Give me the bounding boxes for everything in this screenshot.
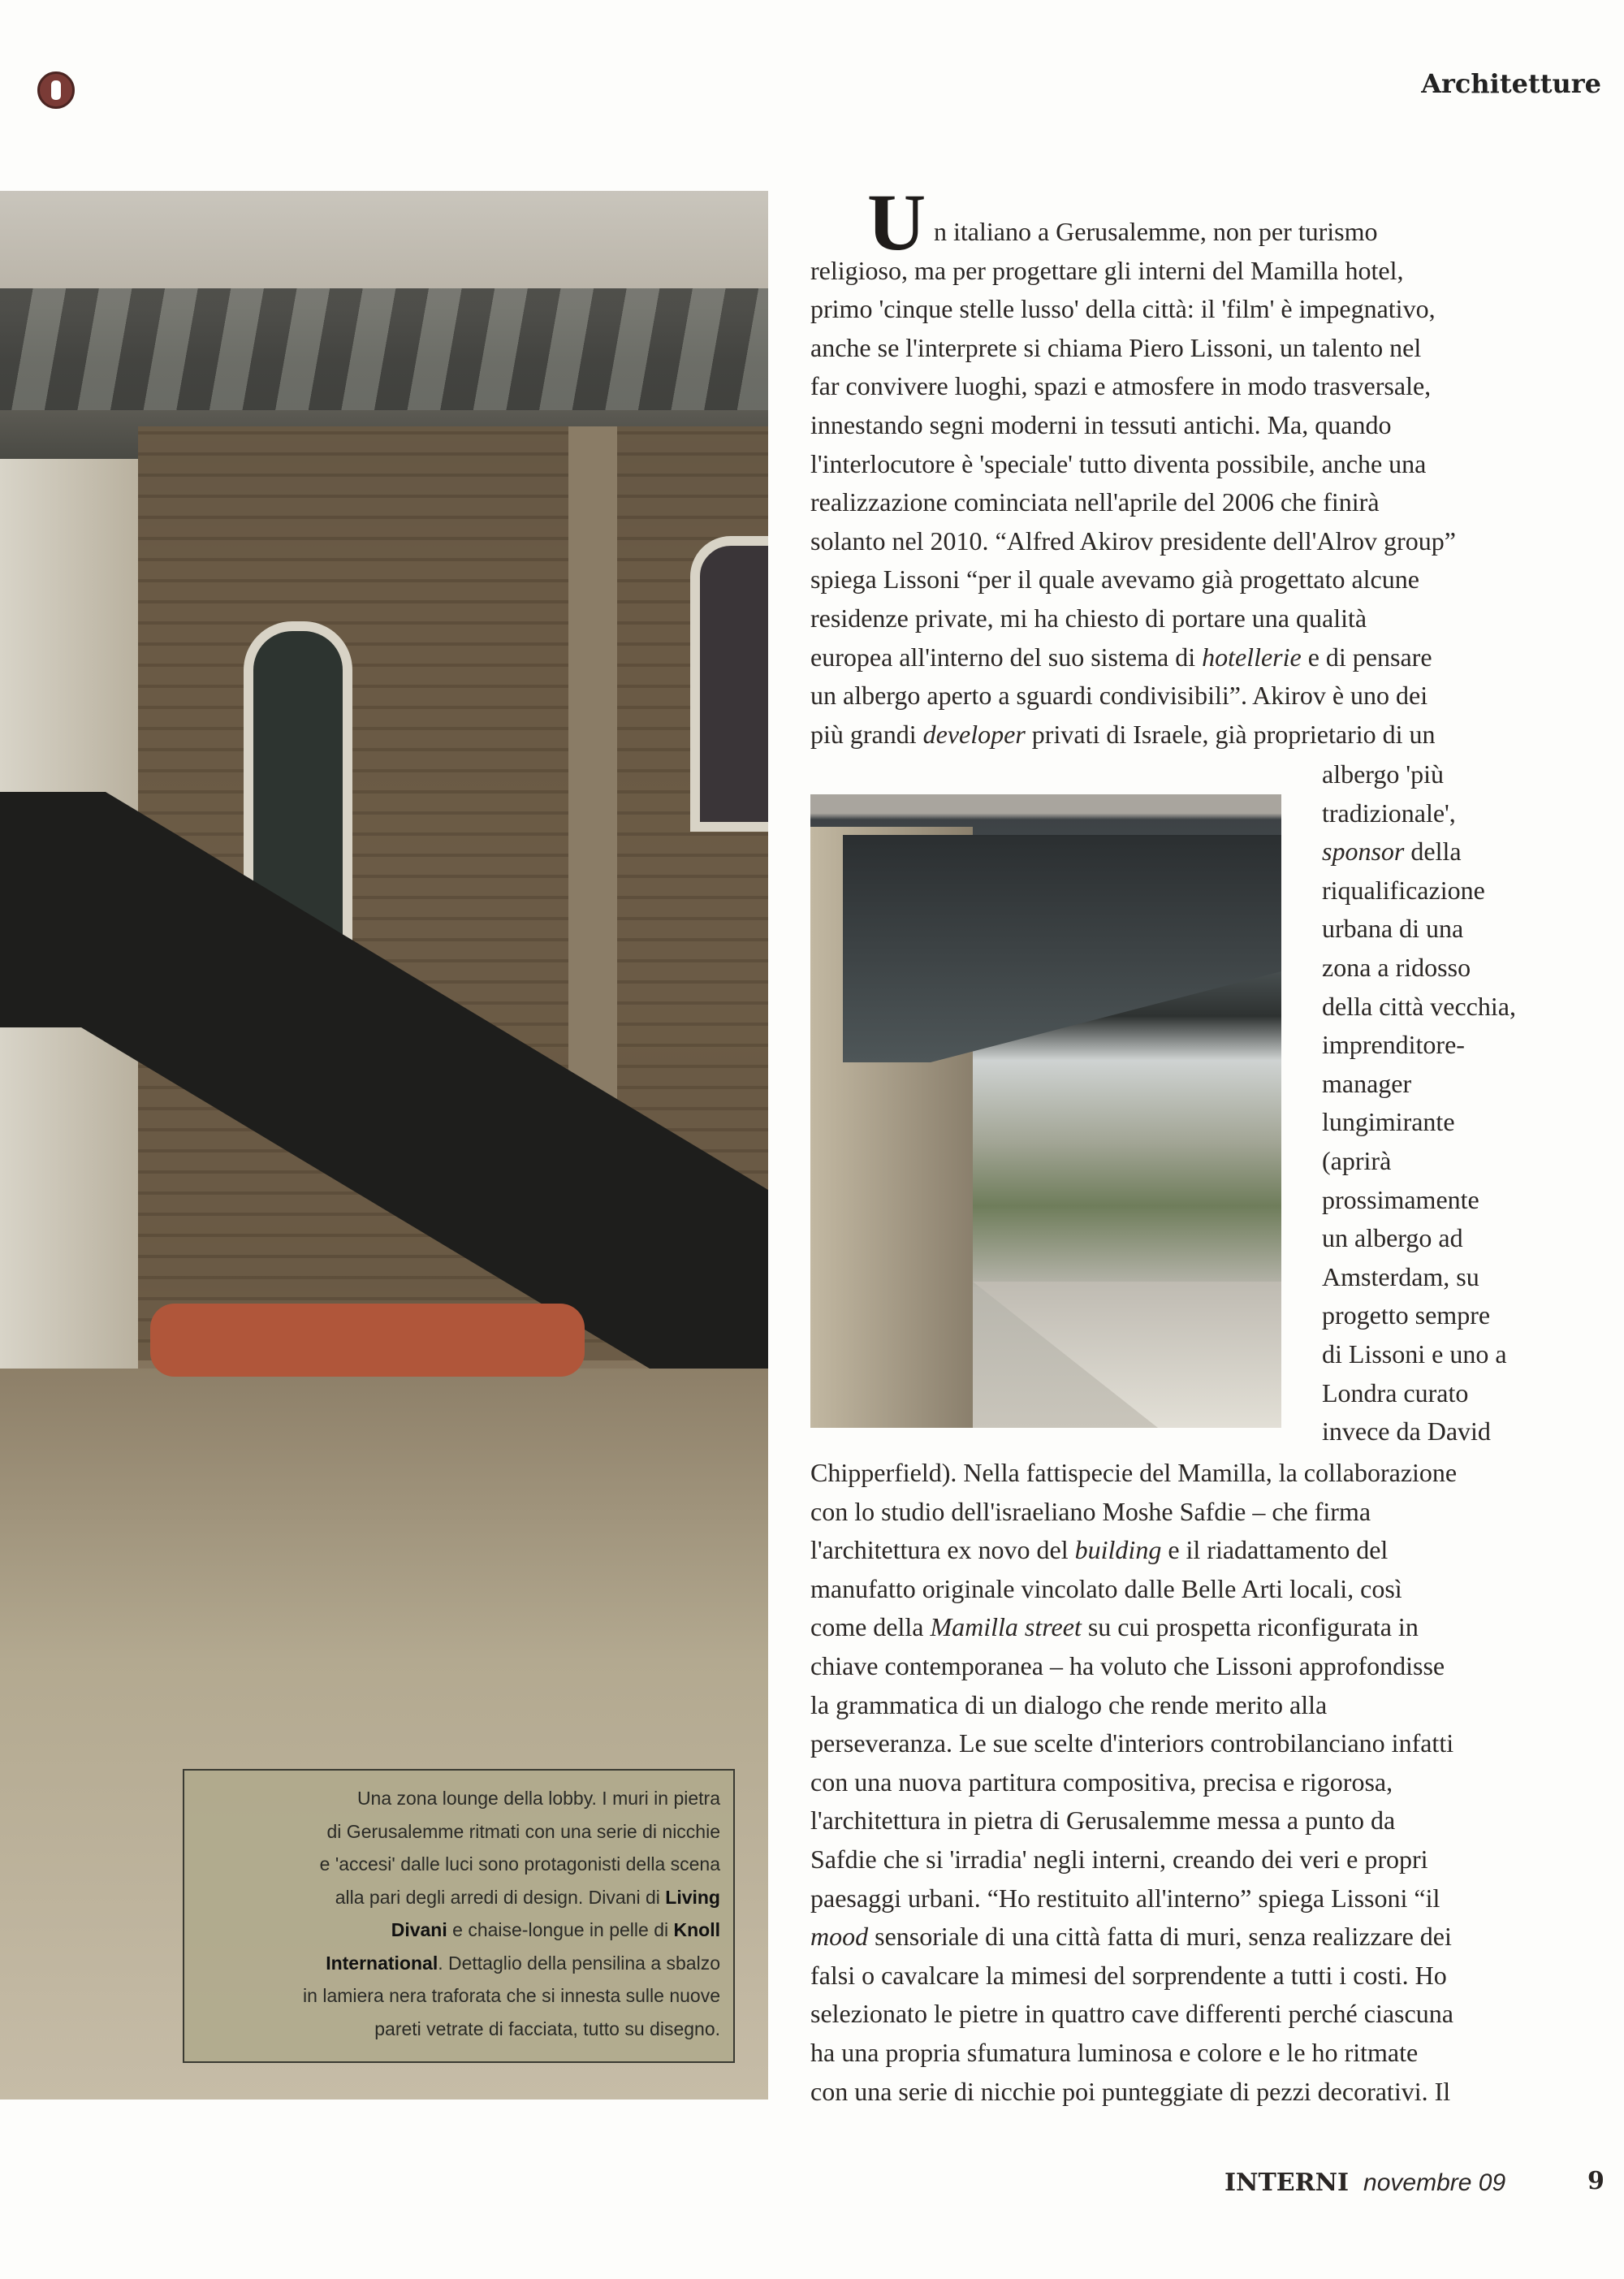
text-line — [1322, 832, 1516, 871]
text-segment: innestando segni moderni in tessuti antichi. Ma, quando — [810, 409, 1392, 439]
text-segment: Amsterdam, su — [1322, 1261, 1479, 1291]
text-segment: selezionato le pietre in quattro cave differenti perché ciascuna — [810, 1999, 1453, 2029]
text-segment: perseveranza. Le sue scelte d'interiors controbilanciano infatti — [810, 1728, 1454, 1758]
text-segment: l'architettura ex novo del — [810, 1535, 1075, 1565]
text-line — [1322, 1103, 1516, 1142]
text-line — [1322, 1412, 1516, 1451]
italic-term: building — [1074, 1535, 1162, 1565]
text-segment: e chaise-longue in pelle di — [447, 1919, 674, 1940]
text-line — [810, 1608, 1457, 1647]
article-text-column — [1322, 755, 1516, 1451]
text-line — [810, 1879, 1457, 1918]
text-segment: sensoriale di una città fatta di muri, senza realizzare dei — [868, 1922, 1452, 1952]
text-segment: europea all'interno del suo sistema di — [810, 642, 1203, 672]
section-title: Architetture — [1421, 68, 1601, 99]
photo-pavement — [973, 1282, 1281, 1428]
italic-term: mood — [810, 1922, 869, 1952]
text-segment: realizzazione cominciata nell'aprile del 2006 che finirà — [810, 487, 1380, 517]
text-segment: in lamiera nera traforata che si innesta sulle nuove — [303, 1985, 720, 2006]
text-segment: primo 'cinque stelle lusso' della città: il 'film' è impegnativo, — [810, 294, 1436, 324]
text-line — [1322, 794, 1516, 833]
text-line — [810, 1454, 1457, 1493]
text-line — [810, 483, 1456, 522]
article-text-block — [810, 213, 1456, 754]
text-line — [810, 1647, 1457, 1686]
text-line — [810, 406, 1456, 445]
text-line — [810, 290, 1456, 329]
text-line — [1322, 1374, 1516, 1413]
text-segment: un albergo ad — [1322, 1223, 1463, 1253]
italic-term: hotellerie — [1202, 642, 1302, 672]
text-segment: Una zona lounge della lobby. I muri in pietra — [356, 1788, 720, 1809]
canopy-photo — [810, 794, 1281, 1428]
text-line — [810, 638, 1456, 677]
magazine-name: INTERNI — [1224, 2169, 1350, 2197]
text-line — [184, 1947, 720, 1980]
text-segment: riqualificazione — [1322, 875, 1485, 905]
text-segment: con una nuova partitura compositiva, precisa e rigorosa, — [810, 1767, 1393, 1797]
text-line — [184, 1979, 720, 2013]
photo-caption — [183, 1769, 735, 2063]
text-segment: la grammatica di un dialogo che rende merito alla — [810, 1689, 1328, 1719]
issue-date: novembre 09 — [1363, 2169, 1506, 2196]
text-segment: falsi o cavalcare la mimesi del sorprendente a tutti i costi. Ho — [810, 1960, 1447, 1990]
text-segment: far convivere luoghi, spazi e atmosfere in modo trasversale, — [810, 371, 1432, 401]
text-line — [810, 2073, 1457, 2112]
text-segment: pareti vetrate di facciata, tutto su disegno. — [374, 2017, 720, 2039]
text-segment: paesaggi urbani. “Ho restituito all'interno” spiega Lissoni “il — [810, 1883, 1440, 1913]
text-line — [184, 1914, 720, 1947]
text-line — [1322, 1335, 1516, 1374]
text-line — [810, 1531, 1457, 1570]
text-line — [810, 367, 1456, 406]
text-line — [1322, 1258, 1516, 1297]
photo-canopy — [843, 835, 1281, 1062]
brand-name: International — [326, 1952, 438, 1974]
text-line — [1322, 1142, 1516, 1181]
text-segment: prossimamente — [1322, 1184, 1479, 1214]
text-segment: n italiano a Gerusalemme, non per turismo — [888, 217, 1378, 246]
brand-name: Divani — [391, 1919, 447, 1940]
footer — [1224, 2167, 1505, 2197]
text-segment: Chipperfield). Nella fattispecie del Mamilla, la collaborazione — [810, 1458, 1458, 1487]
text-line — [184, 1848, 720, 1881]
text-line — [810, 1493, 1457, 1532]
text-segment: più grandi — [810, 719, 923, 749]
text-segment: un albergo aperto a sguardi condivisibili”. Akirov è uno dei — [810, 681, 1428, 711]
text-line — [810, 1918, 1457, 1957]
text-line — [184, 1881, 720, 1914]
text-segment: zona a ridosso — [1322, 952, 1471, 982]
text-segment: l'architettura in pietra di Gerusalemme messa a punto da — [810, 1805, 1396, 1836]
italic-term: Mamilla street — [930, 1612, 1082, 1642]
text-line — [1322, 949, 1516, 988]
text-line — [810, 213, 1456, 252]
text-segment: con lo studio dell'israeliano Moshe Safdie – che firma — [810, 1496, 1371, 1526]
text-segment: Londra curato — [1322, 1377, 1469, 1408]
text-line — [810, 677, 1456, 716]
text-line — [810, 1724, 1457, 1763]
text-line — [810, 2034, 1457, 2073]
text-segment: . Dettaglio della pensilina a sbalzo — [438, 1952, 720, 1974]
text-line — [1322, 1065, 1516, 1104]
text-line — [810, 329, 1456, 368]
text-segment: albergo 'più — [1322, 759, 1445, 789]
text-segment: (aprirà — [1322, 1145, 1392, 1175]
text-line — [810, 716, 1456, 755]
text-line — [1322, 910, 1516, 949]
text-line — [810, 560, 1456, 599]
italic-term: sponsor — [1322, 837, 1405, 867]
text-line — [1322, 1026, 1516, 1065]
interni-logo-icon — [37, 71, 75, 109]
text-line — [1322, 871, 1516, 910]
italic-term: developer — [922, 719, 1026, 749]
text-line — [810, 1686, 1457, 1725]
text-segment: ha una propria sfumatura luminosa e colore e le ho ritmate — [810, 2037, 1419, 2067]
text-segment: residenze private, mi ha chiesto di portare una qualità — [810, 603, 1367, 633]
text-segment: religioso, ma per progettare gli interni del Mamilla hotel, — [810, 255, 1404, 285]
text-line — [810, 522, 1456, 561]
text-segment: anche se l'interprete si chiama Piero Lissoni, un talento nel — [810, 332, 1422, 362]
text-line — [1322, 988, 1516, 1027]
text-segment: manager — [1322, 1068, 1412, 1098]
text-line — [184, 1815, 720, 1849]
text-segment: imprenditore- — [1322, 1030, 1465, 1060]
text-segment: invece da David — [1322, 1416, 1491, 1447]
text-line — [810, 252, 1456, 291]
text-line — [810, 599, 1456, 638]
text-segment: Safdie che si 'irradia' negli interni, creando dei veri e propri — [810, 1844, 1428, 1874]
text-segment: tradizionale', — [1322, 798, 1456, 828]
brand-name: Living — [665, 1886, 720, 1908]
text-line — [810, 1570, 1457, 1609]
text-line — [1322, 1219, 1516, 1258]
text-segment: privati di Israele, già proprietario di un — [1025, 719, 1436, 749]
text-line — [810, 1995, 1457, 2034]
text-line — [184, 1782, 720, 1815]
text-line — [1322, 1296, 1516, 1335]
text-segment: spiega Lissoni “per il quale avevamo già progettato alcune — [810, 564, 1419, 595]
page-number: 9 — [1587, 2167, 1605, 2195]
article-text-block — [810, 1454, 1457, 2111]
text-segment: lungimirante — [1322, 1107, 1455, 1137]
photo-ceiling — [0, 288, 768, 410]
text-segment: chiave contemporanea – ha voluto che Lissoni approfondisse — [810, 1650, 1445, 1680]
photo-niche — [690, 536, 768, 832]
drop-cap: U — [867, 177, 926, 267]
text-segment: alla pari degli arredi di design. Divani di — [335, 1886, 666, 1908]
text-segment: di Gerusalemme ritmati con una serie di nicchie — [326, 1820, 720, 1842]
text-line — [810, 1957, 1457, 1996]
text-segment: su cui prospetta riconfigurata in — [1081, 1612, 1419, 1642]
text-line — [184, 2013, 720, 2046]
photo-sofa — [150, 1304, 585, 1377]
text-segment: e 'accesi' dalle luci sono protagonisti della scena — [319, 1853, 720, 1875]
brand-name: Knoll — [673, 1919, 720, 1940]
text-segment: e il riadattamento del — [1161, 1535, 1389, 1565]
text-segment: della città vecchia, — [1322, 991, 1516, 1021]
text-segment: della — [1404, 837, 1462, 867]
text-segment: e di pensare — [1301, 642, 1432, 672]
text-line — [810, 1801, 1457, 1840]
text-segment: solanto nel 2010. “Alfred Akirov presidente dell'Alrov group” — [810, 525, 1456, 556]
text-line — [1322, 755, 1516, 794]
text-line — [810, 1763, 1457, 1802]
text-segment: come della — [810, 1612, 931, 1642]
text-segment: di Lissoni e uno a — [1322, 1338, 1507, 1369]
text-segment: urbana di una — [1322, 914, 1464, 944]
text-segment: l'interlocutore è 'speciale' tutto diventa possibile, anche una — [810, 448, 1427, 478]
text-segment: progetto sempre — [1322, 1300, 1491, 1330]
text-line — [1322, 1181, 1516, 1220]
text-line — [810, 445, 1456, 484]
text-segment: manufatto originale vincolato dalle Belle Arti locali, così — [810, 1573, 1402, 1603]
text-segment: con una serie di nicchie poi punteggiate di pezzi decorativi. Il — [810, 2076, 1451, 2106]
text-line — [810, 1840, 1457, 1879]
